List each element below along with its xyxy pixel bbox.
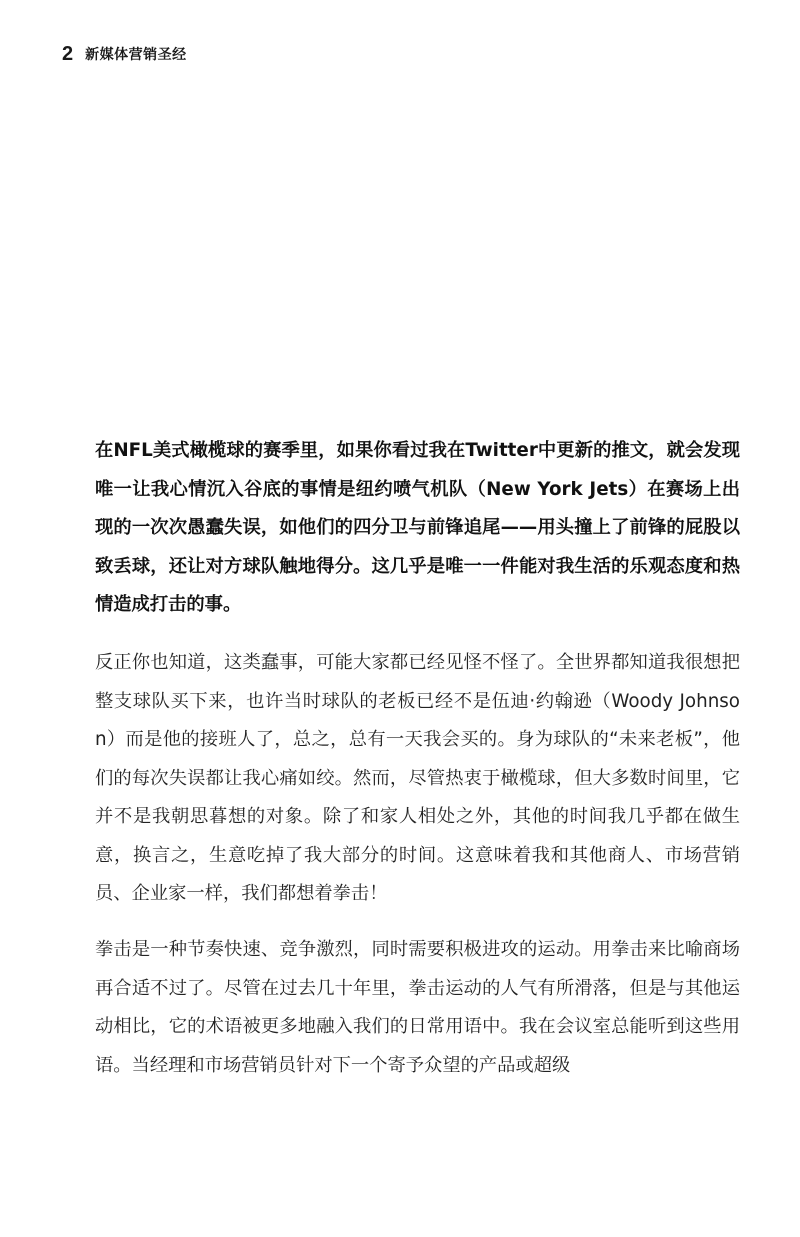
running-title: 新媒体营销圣经 — [85, 47, 187, 63]
body-paragraph: 反正你也知道，这类蠢事，可能大家都已经见怪不怪了。全世界都知道我很想把整支球队买下来，也许当时球队的老板已经不是伍迪·约翰逊（Woody Johnson）而是他的接班人了，总之，总有一天我会买的。身为球队的“未来老板”，他们的每次失误都让我心痛如绞。然而，尽管热衷于橄榄球，但大多数时间里，它并不是我朝思暮想的对象。除了和家人相处之外，其他的时间我几乎都在做生意，换言之，生意吃掉了我大部分的时间。这意味着我和其他商人、市场营销员、企业家一样，我们都想着拳击！ — [95, 652, 740, 904]
page-header — [62, 40, 187, 68]
lead-paragraph: 在NFL美式橄榄球的赛季里，如果你看过我在Twitter中更新的推文，就会发现唯一让我心情沉入谷底的事情是纽约喷气机队（New York Jets）在赛场上出现的一次次愚蠢失误，如他们的四分卫与前锋追尾——用头撞上了前锋的屁股以致丢球，还让对方球队触地得分。这几乎是唯一一件能对我生活的乐观态度和热情造成打击的事。 — [95, 440, 740, 615]
body-paragraph: 拳击是一种节奏快速、竞争激烈，同时需要积极进攻的运动。用拳击来比喻商场再合适不过了。尽管在过去几十年里，拳击运动的人气有所滑落，但是与其他运动相比，它的术语被更多地融入我们的日常用语中。我在会议室总能听到这些用语。当经理和市场营销员针对下一个寄予众望的产品或超级 — [95, 939, 740, 1076]
page-number: 2 — [62, 42, 74, 65]
